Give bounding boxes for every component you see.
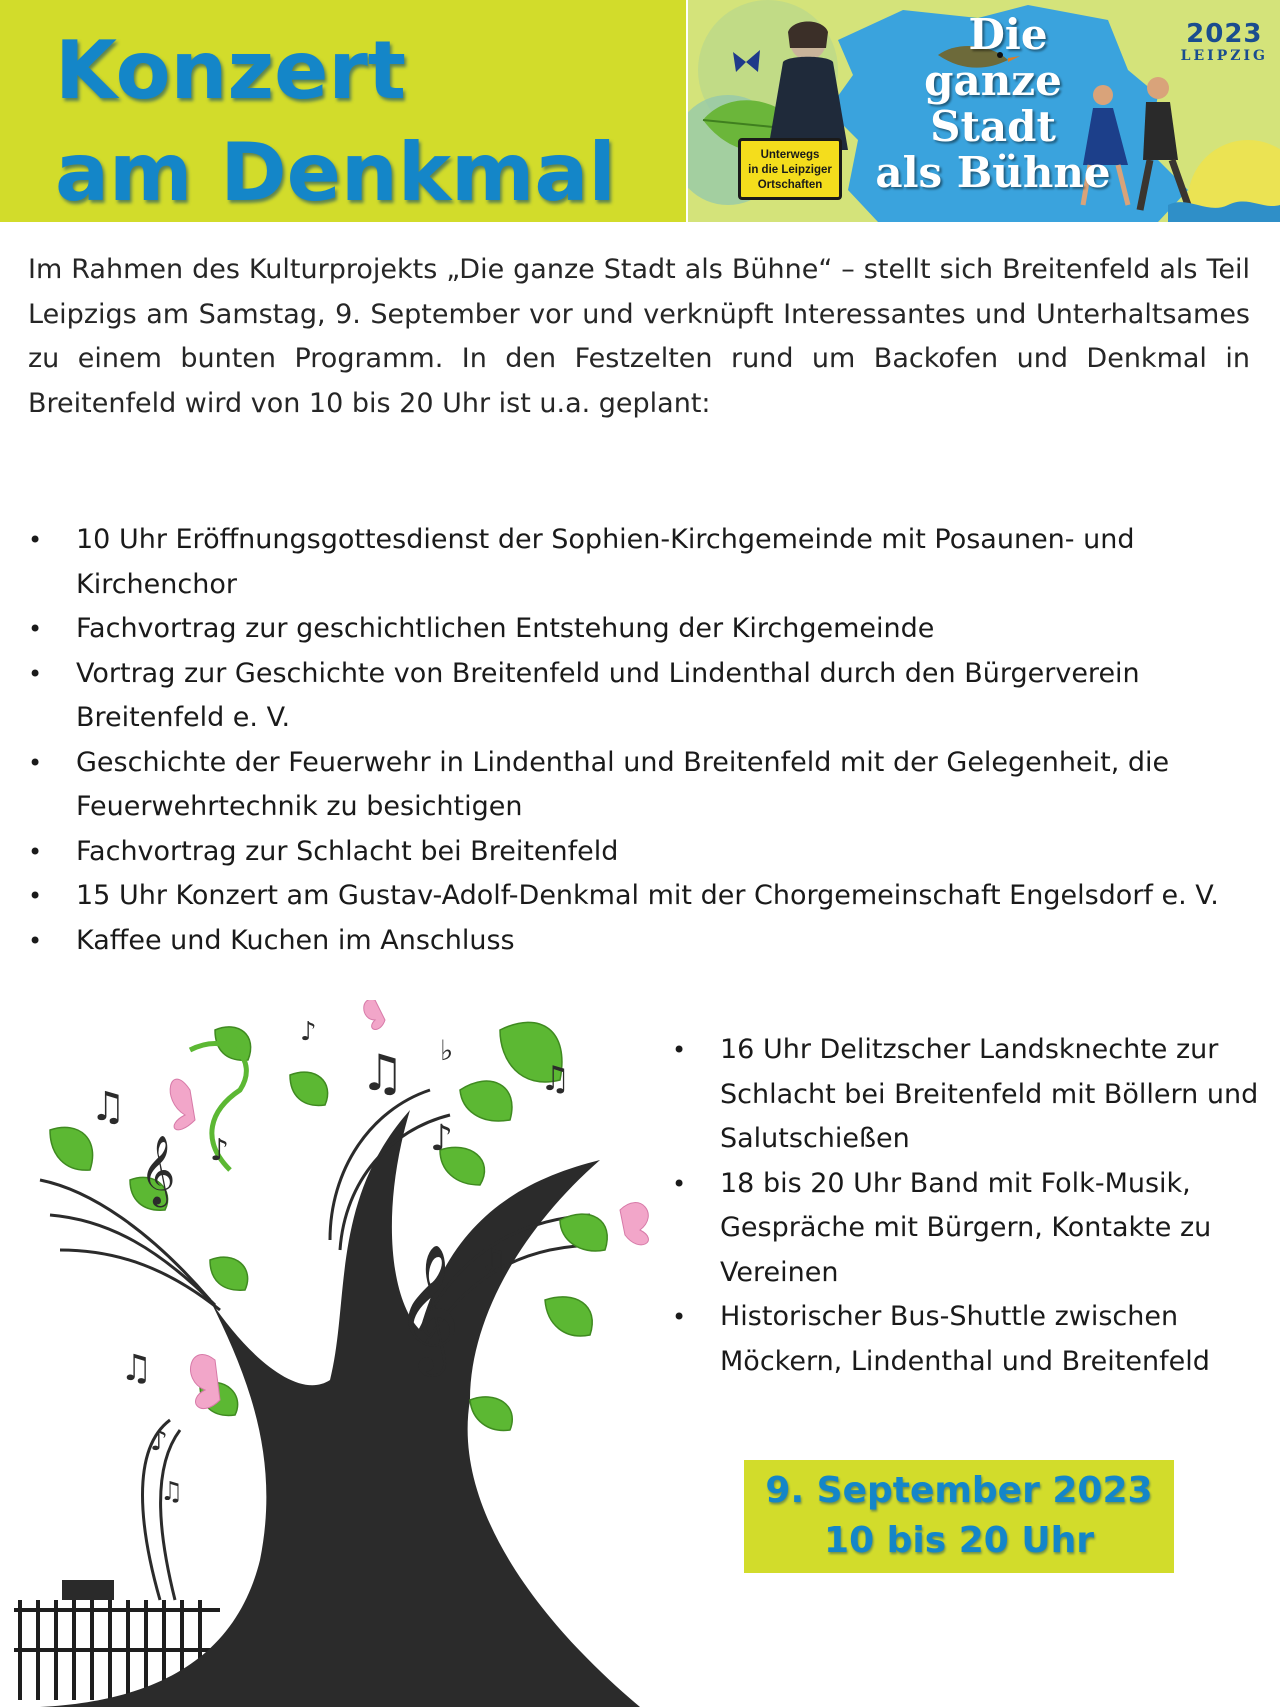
year-logo <box>1181 20 1268 64</box>
list-item: • 15 Uhr Konzert am Gustav-Adolf-Denkmal mit der Chorgemeinschaft Engelsdorf e. V. <box>28 874 1258 919</box>
svg-text:♫: ♫ <box>540 1059 571 1099</box>
list-item: • 10 Uhr Eröffnungsgottesdienst der Sophien-Kirchgemeinde mit Posaunen- und Kirchenchor <box>28 518 1258 607</box>
svg-text:♫: ♫ <box>90 1084 126 1130</box>
svg-text:♪: ♪ <box>430 1118 453 1159</box>
treble-clef-icon: 𝄞 <box>395 1243 461 1371</box>
sign-line: Unterwegs <box>760 149 820 161</box>
title-line-1: Konzert <box>55 24 407 117</box>
title-panel <box>0 0 686 222</box>
ortschaften-sign <box>738 138 842 200</box>
svg-text:♫: ♫ <box>480 1243 507 1278</box>
header <box>0 0 1280 222</box>
page-title <box>55 20 616 224</box>
list-item: • 16 Uhr Delitzscher Landsknechte zur Schlacht bei Breitenfeld mit Böllern und Salutschießen <box>672 1028 1262 1162</box>
svg-text:♪: ♪ <box>150 1424 168 1457</box>
event-banner <box>688 0 1280 222</box>
svg-text:♫: ♫ <box>120 1348 153 1389</box>
sign-line: in die Leipziger <box>748 164 832 176</box>
treble-clef-icon: 𝄞 <box>140 1135 176 1205</box>
music-tree-illustration <box>0 1000 660 1707</box>
list-item: • Fachvortrag zur geschichtlichen Entstehung der Kirchgemeinde <box>28 607 1258 652</box>
list-item: • Historischer Bus-Shuttle zwischen Möckern, Lindenthal und Breitenfeld <box>672 1295 1262 1384</box>
event-date: 9. September 2023 <box>765 1470 1153 1511</box>
svg-text:♪: ♪ <box>210 1133 230 1168</box>
banner-title-line: Stadt <box>930 102 1056 151</box>
year-text: 2023 <box>1186 19 1263 49</box>
svg-text:♫: ♫ <box>360 1044 405 1102</box>
list-item: • Geschichte der Feuerwehr in Lindenthal und Breitenfeld mit der Gelegenheit, die Feuerwehrtechnik zu besichtigen <box>28 741 1258 830</box>
svg-text:♫: ♫ <box>160 1477 184 1507</box>
date-box <box>744 1460 1174 1573</box>
svg-text:♪: ♪ <box>300 1017 317 1047</box>
list-item: • Fachvortrag zur Schlacht bei Breitenfeld <box>28 830 1258 875</box>
banner-title-line: Die <box>968 10 1048 59</box>
banner-title-line: als Bühne <box>875 148 1111 197</box>
banner-title <box>863 12 1123 196</box>
city-text: LEIPZIG <box>1180 48 1268 64</box>
intro-paragraph: Im Rahmen des Kulturprojekts „Die ganze Stadt als Bühne“ – stellt sich Breitenfeld als Teil Leipzigs am Samstag, 9. September vor und verknüpft Interessantes und Unterhaltsames zu einem bunten Programm. In den Festzelten rund um Backofen und Denkmal in Breitenfeld wird von 10 bis 20 Uhr ist u.a. geplant: <box>28 254 1250 419</box>
event-time: 10 bis 20 Uhr <box>824 1520 1094 1561</box>
list-item: • Kaffee und Kuchen im Anschluss <box>28 919 1258 964</box>
program-list-side <box>672 1028 1262 1384</box>
list-item: • 18 bis 20 Uhr Band mit Folk-Musik, Gespräche mit Bürgern, Kontakte zu Vereinen <box>672 1162 1262 1296</box>
svg-text:♭: ♭ <box>440 1034 454 1067</box>
title-line-2: am Denkmal <box>55 126 616 219</box>
program-list <box>28 518 1258 963</box>
list-item: • Vortrag zur Geschichte von Breitenfeld und Lindenthal durch den Bürgerverein Breitenfeld e. V. <box>28 652 1258 741</box>
sign-line: Ortschaften <box>757 179 823 191</box>
banner-title-line: ganze <box>924 56 1062 105</box>
